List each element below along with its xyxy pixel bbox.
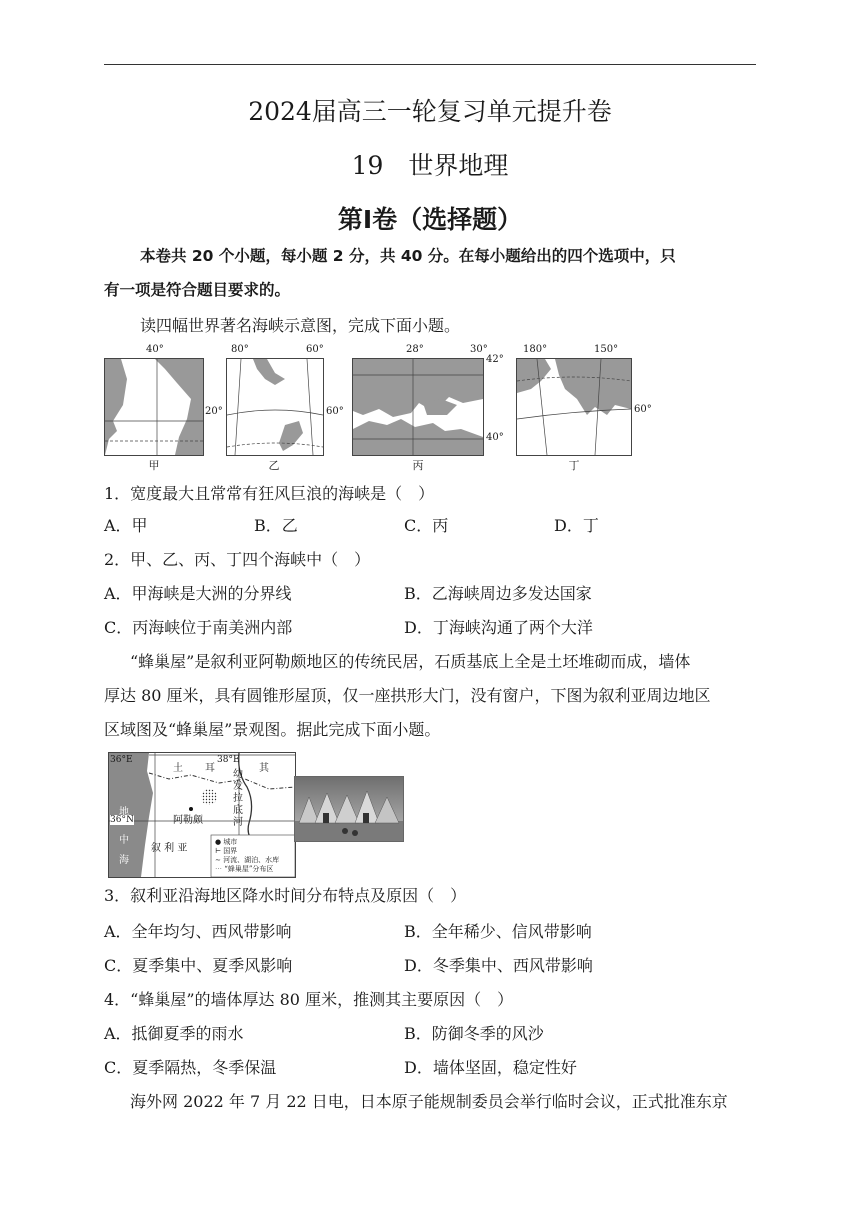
page-title: 2024届高三一轮复习单元提升卷: [248, 97, 612, 126]
q3-option-a: A．全年均匀、西风带影响: [104, 922, 292, 941]
instructions-line2: 有一项是符合题目要求的。: [104, 281, 291, 299]
strait-map-yi-frame: [226, 358, 324, 456]
section-title: 第Ⅰ卷（选择题）: [337, 205, 523, 234]
q1-option-a: A．甲: [104, 516, 148, 535]
map-degree: 30°: [470, 344, 488, 355]
map-label-syria: 叙 利 亚: [151, 843, 188, 854]
q3-option-b: B．全年稀少、信风带影响: [404, 922, 592, 941]
q4-option-c: C．夏季隔热，冬季保温: [104, 1058, 277, 1077]
land-mass: [353, 419, 483, 455]
question-4: 4．“蜂巢屋”的墙体厚达 80 厘米，推测其主要原因（ ）: [104, 990, 514, 1009]
map-degree: 40°: [486, 432, 504, 443]
legend-river: ∼ 河流、湖泊、水库: [215, 856, 280, 864]
map-label-turkey: 耳: [205, 763, 215, 774]
map-label-river: 发: [233, 781, 243, 792]
map-label-sea: 海: [119, 855, 129, 866]
land-mass: [555, 359, 631, 415]
q4-option-a: A．抵御夏季的雨水: [104, 1024, 244, 1043]
map-label-turkey: 其: [259, 763, 269, 774]
strait-map-label: 丁: [568, 459, 580, 472]
beehive-house-photo: [294, 776, 404, 842]
parallel-line: [517, 409, 631, 419]
strait-map-bing-frame: [352, 358, 484, 456]
map-degree: 80°: [231, 344, 249, 355]
map-degree: 38°E: [217, 755, 240, 765]
q2-option-c: C．丙海峡位于南美洲内部: [104, 618, 293, 637]
passage-2-line1: “蜂巢屋”是叙利亚阿勒颇地区的传统民居，石质基底上全是土坯堆砌而成，墙体: [130, 652, 691, 671]
passage-3-line1: 海外网 2022 年 7 月 22 日电，日本原子能规制委员会举行临时会议，正式批准东京: [130, 1092, 728, 1111]
land-mass: [353, 359, 483, 417]
land-mass: [155, 359, 203, 455]
q1-option-d: D．丁: [554, 516, 599, 535]
strait-map-label: 乙: [268, 459, 280, 472]
map-label-turkey: 土: [173, 763, 183, 774]
land-mass: [279, 421, 303, 451]
map-label-river: 拉: [233, 793, 243, 804]
map-degree: 180°: [523, 344, 548, 355]
map-degree: 60°: [634, 404, 652, 415]
q4-option-b: B．防御冬季的风沙: [404, 1024, 544, 1043]
map-degree: 20°: [205, 406, 223, 417]
intro-text: 读四幅世界著名海峡示意图，完成下面小题。: [140, 316, 461, 335]
q2-option-d: D．丁海峡沟通了两个大洋: [404, 618, 593, 637]
map-degree: 40°: [146, 344, 164, 355]
instructions-line1: 本卷共 20 个小题，每小题 2 分，共 40 分。在每小题给出的四个选项中，只: [140, 247, 676, 265]
strait-map-ding-frame: [516, 358, 632, 456]
legend-beehive: ⋯ “蜂巢屋”分布区: [215, 865, 274, 873]
map-degree: 60°: [326, 406, 344, 417]
map-degree: 36°E: [110, 755, 133, 765]
legend-city: ● 城市: [215, 838, 238, 846]
question-3: 3．叙利亚沿海地区降水时间分布特点及原因（ ）: [104, 886, 467, 905]
map-degree: 60°: [306, 344, 324, 355]
map-label-sea: 地: [119, 807, 129, 818]
legend-border: ⊢ 国界: [215, 847, 238, 855]
syria-region-map: [108, 752, 296, 878]
question-2: 2．甲、乙、丙、丁四个海峡中（ ）: [104, 550, 371, 569]
map-degree: 28°: [406, 344, 424, 355]
q3-option-d: D．冬季集中、西风带影响: [404, 956, 593, 975]
passage-2-line2: 厚达 80 厘米，具有圆锥形屋顶，仅一座拱形大门，没有窗户，下图为叙利亚周边地区: [104, 686, 711, 705]
meridian-line: [307, 359, 313, 455]
polar-circle-line: [227, 443, 323, 447]
parallel-line: [227, 410, 323, 415]
land-mass: [105, 359, 127, 455]
map-label-river: 底: [233, 805, 243, 816]
strait-map-jia-frame: [104, 358, 204, 456]
map-label-river: 河: [233, 817, 243, 828]
land-mass: [253, 359, 285, 385]
strait-map-label: 甲: [148, 459, 160, 472]
passage-2-line3: 区域图及“蜂巢屋”景观图。据此完成下面小题。: [104, 720, 441, 739]
land-mass: [517, 359, 551, 393]
map-label-river: 幼: [233, 769, 243, 780]
page-subtitle: 19 世界地理: [351, 151, 509, 180]
map-degree: 150°: [594, 344, 619, 355]
header-rule: [104, 64, 756, 65]
q1-option-c: C．丙: [404, 516, 449, 535]
q3-option-c: C．夏季集中、夏季风影响: [104, 956, 293, 975]
q2-option-b: B．乙海峡周边多发达国家: [404, 584, 592, 603]
border-line: [149, 773, 295, 789]
q4-option-d: D．墙体坚固，稳定性好: [404, 1058, 577, 1077]
question-1: 1．宽度最大且常常有狂风巨浪的海峡是（ ）: [104, 484, 435, 503]
map-label-aleppo: 阿勒颇: [173, 815, 203, 826]
meridian-line: [235, 359, 241, 455]
strait-map-label: 丙: [412, 459, 424, 472]
beehive-area: [201, 789, 217, 805]
q1-option-b: B．乙: [254, 516, 298, 535]
map-degree: 42°: [486, 354, 504, 365]
q2-option-a: A．甲海峡是大洲的分界线: [104, 584, 292, 603]
map-degree: 36°N: [110, 815, 134, 825]
map-label-sea: 中: [119, 835, 129, 846]
